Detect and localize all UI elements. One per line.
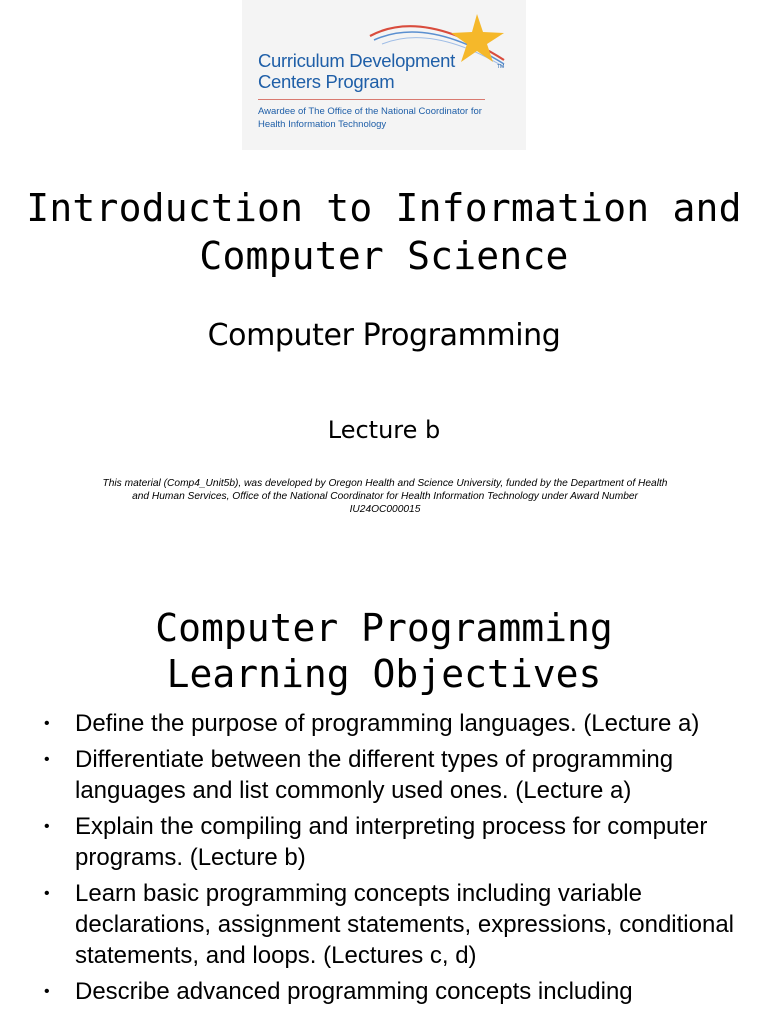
bullet-icon: • [44, 885, 50, 902]
logo-award-line1: Awardee of The Office of the National Coordinator for [258, 106, 482, 117]
objective-item [40, 708, 740, 739]
credit-line3: IU24OC000015 [349, 504, 421, 515]
title-line2: Computer Science [199, 234, 569, 278]
objectives-title-line1: Computer Programming [155, 606, 613, 650]
objective-item [40, 811, 740, 873]
lecture-label: Lecture b [327, 416, 441, 444]
objectives-title [0, 605, 768, 697]
cdcp-logo [242, 0, 526, 150]
objectives-list [40, 708, 740, 1012]
credit-line1: This material (Comp4_Unit5b), was developed by Oregon Health and Science University, funded by the Department of Health [102, 478, 668, 489]
slide-title [0, 184, 768, 280]
objective-text: Learn basic programming concepts including variable declarations, assignment statements, expressions, conditional statements, and loops. (Lectures c, d) [75, 880, 735, 969]
objective-item [40, 744, 740, 806]
title-line1: Introduction to Information and [26, 186, 742, 230]
bullet-icon: • [44, 751, 50, 768]
trademark-mark: TM [497, 64, 505, 70]
bullet-icon: • [44, 983, 50, 1000]
credit-note [90, 477, 680, 516]
objective-text: Describe advanced programming concepts including [75, 978, 633, 1005]
bullet-icon: • [44, 715, 50, 732]
objective-item [40, 976, 740, 1007]
credit-line2: and Human Services, Office of the National Coordinator for Health Information Technology under Award Number [132, 491, 638, 502]
objective-text: Explain the compiling and interpreting process for computer programs. (Lecture b) [75, 813, 708, 871]
slide-subtitle: Computer Programming [207, 318, 561, 353]
objectives-slide [0, 575, 768, 1024]
logo-award-line2: Health Information Technology [258, 119, 387, 130]
objective-text: Differentiate between the different types of programming languages and list commonly used ones. (Lecture a) [75, 746, 674, 804]
logo-divider [258, 99, 485, 100]
objectives-title-line2: Learning Objectives [166, 652, 602, 696]
objective-text: Define the purpose of programming languages. (Lecture a) [75, 710, 700, 737]
logo-line2: Centers Program [258, 71, 395, 92]
bullet-icon: • [44, 818, 50, 835]
objective-item [40, 878, 740, 971]
logo-line1: Curriculum Development [258, 50, 455, 71]
